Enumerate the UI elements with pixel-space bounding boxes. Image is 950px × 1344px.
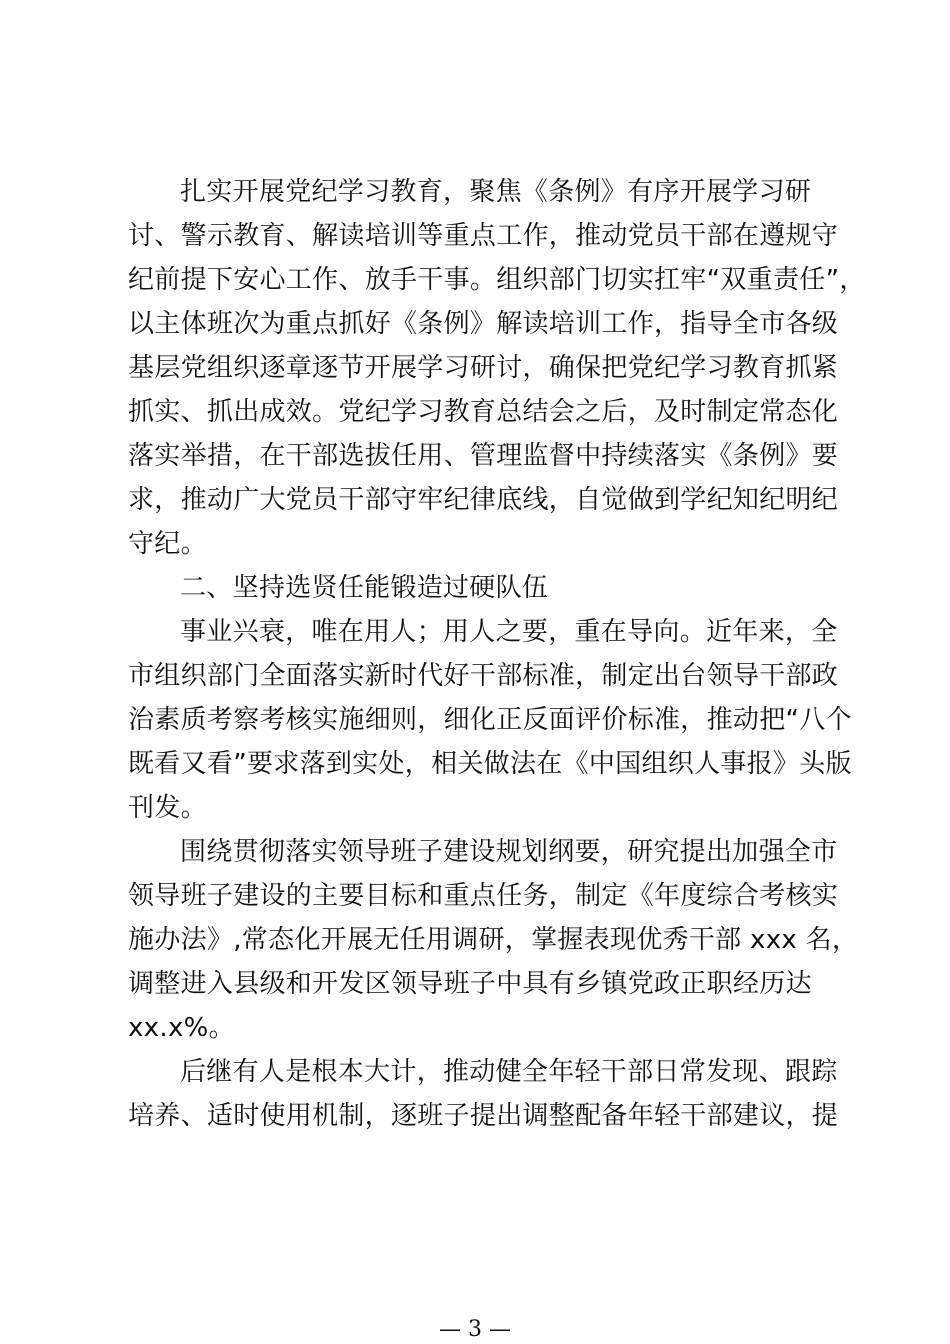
paragraph-line: 调整进入县级和开发区领导班子中具有乡镇党政正职经历达 bbox=[128, 969, 812, 999]
paragraph-line: 扎实开展党纪学习教育，聚焦《条例》有序开展学习研 bbox=[180, 177, 812, 207]
document-body bbox=[128, 170, 866, 1138]
section-heading bbox=[128, 566, 828, 610]
paragraph-line: 既看又看”要求落到实处，相关做法在《中国组织人事报》头版 bbox=[128, 749, 852, 779]
paragraph bbox=[128, 170, 866, 566]
paragraph-line: 守纪。 bbox=[128, 529, 207, 559]
paragraph-line: 纪前提下安心工作、放手干事。组织部门切实扛牢“双重责任”， bbox=[128, 265, 866, 295]
paragraph-line: 求，推动广大党员干部守牢纪律底线，自觉做到学纪知纪明纪 bbox=[128, 485, 839, 515]
paragraph bbox=[128, 1050, 839, 1138]
paragraph-line: 施办法》,常态化开展无任用调研，掌握表现优秀干部 xxx 名， bbox=[128, 925, 859, 955]
paragraph-line: 刊发。 bbox=[128, 793, 207, 823]
paragraph-line: xx.x%。 bbox=[128, 1013, 235, 1043]
paragraph-line: 培养、适时使用机制，逐班子提出调整配备年轻干部建议，提 bbox=[128, 1101, 839, 1131]
paragraph-line: 基层党组织逐章逐节开展学习研讨，确保把党纪学习教育抓紧 bbox=[128, 353, 839, 383]
paragraph-line: 讨、警示教育、解读培训等重点工作，推动党员干部在遵规守 bbox=[128, 221, 839, 251]
paragraph-line: 围绕贯彻落实领导班子建设规划纲要，研究提出加强全市 bbox=[180, 837, 838, 867]
paragraph-line: 落实举措，在干部选拔任用、管理监督中持续落实《条例》要 bbox=[128, 441, 839, 471]
paragraph-line: 事业兴衰，唯在用人；用人之要，重在导向。近年来，全 bbox=[180, 617, 838, 647]
paragraph-line: 治素质考察考核实施细则，细化正反面评价标准，推动把“八个 bbox=[128, 705, 852, 735]
paragraph-line: 领导班子建设的主要目标和重点任务，制定《年度综合考核实 bbox=[128, 881, 839, 911]
paragraph-line: 后继有人是根本大计，推动健全年轻干部日常发现、跟踪 bbox=[180, 1057, 838, 1087]
paragraph-line: 抓实、抓出成效。党纪学习教育总结会之后，及时制定常态化 bbox=[128, 397, 839, 427]
page-number: — 3 — bbox=[439, 1317, 511, 1342]
paragraph-line: 以主体班次为重点抓好《条例》解读培训工作，指导全市各级 bbox=[128, 309, 839, 339]
paragraph-line: 市组织部门全面落实新时代好干部标准，制定出台领导干部政 bbox=[128, 661, 839, 691]
paragraph bbox=[128, 830, 859, 1050]
paragraph bbox=[128, 610, 852, 830]
heading-line: 二、坚持选贤任能锻造过硬队伍 bbox=[180, 573, 549, 603]
